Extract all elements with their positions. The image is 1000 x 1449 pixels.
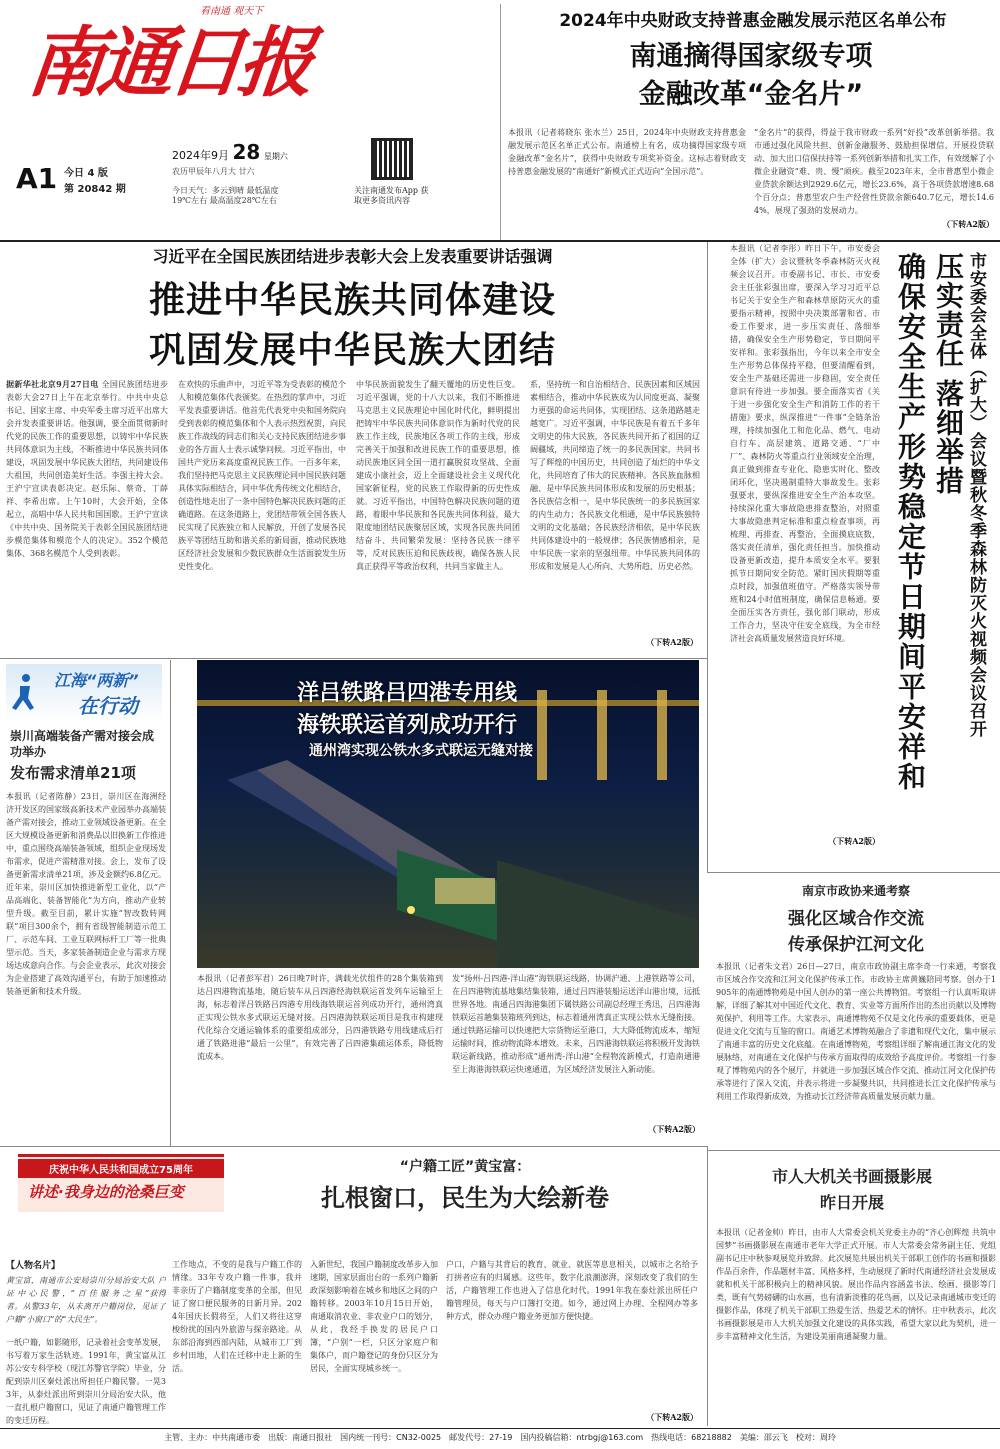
lunar-date: 农历甲辰年八月大 廿六 xyxy=(172,167,255,176)
divider xyxy=(0,1428,1000,1429)
top-story-body: 本报讯（记者蒋晓东 张水兰）25日，2024年中央财政支持普惠金融发展示范区名单正式公布。南通榜上有名，成功摘得国家级专项金融改革“金名片”，获得中央财政专项奖补资金。这标志着财政支持普惠金融发展的“南通好”新模式正式迈向“全国示范”。 xyxy=(508,128,746,176)
jianghai-banner xyxy=(6,664,162,722)
feature-col-3: 入新世纪，我国户籍制度改革步入加速期，国家层面出台的一系列户籍新政深刻影响着在城乡和地区之间的户籍转移。2003年10月15日开始，南通取消农业、非农业户口的划分，从此，我经手换发的居民户口簿，“户别”一栏，只区分家庭户和集体户，而户籍登记的身份只区分为居民，全面实现城乡统一。 xyxy=(310,1260,438,1373)
safety-text-2: 严格落实领导带班和24小时值班制度，确保信息畅通。要全面压实各方责任，强化部门联动，形成工作合力，坚决守住安全底线，为全市经济社会高质量发展营造良好环境。 xyxy=(730,582,880,643)
top-story-kicker: 2024年中央财政支持普惠金融发展示范区名单公布 xyxy=(559,11,947,31)
section-number: A1 xyxy=(16,162,58,195)
jianghai-body: 本报讯（记者陈静）23日，崇川区在海洲经济开发区的国家级高新技术产业园举办高端装备产需对接会，推动工业领域设备更新。在全区大规模设备更新和消费品以旧换新工作推进中，重点围绕高端装备领域，组织企业现场发布需求，促进产需精准对接。会上，发布了设备更新需求清单21项，涉及金额约6.8亿元。近年来，崇川区加快推进新型工业化，以“产品高端化、装备智能化”为方向，推动产业转型升级。截至目前，累计实施“智改数转网联”项目300余个，拥有省级智能制造示范工厂、示范车间、工业互联网标杆工厂等一批典型示范。当天，多家装备制造企业与需求方现场达成意向合作。与会企业表示，此次对接会为企业搭建了高效沟通平台，有助于加速推动装备更新和技术升级。 xyxy=(6,792,166,996)
feature-profile: 黄宝富，南通市公安局崇川分局治安大队 户 证 中 心 民 警 ，“ 百 佳 服 务 之 星 ”获得者。从警33年，从未离开户籍岗位，见证了户籍“小窗口”的“大民生”。 xyxy=(6,1276,166,1324)
runner-icon xyxy=(10,672,40,712)
slogan: 看南通 观天下 xyxy=(200,6,264,17)
lead-kicker: 习近平在全国民族团结进步表彰大会上发表重要讲话强调 xyxy=(152,247,553,266)
divider xyxy=(500,4,501,240)
railway-more: （下转A2版） xyxy=(648,1124,700,1134)
top-story-title-1: 南通摘得国家级专项 xyxy=(629,41,873,72)
top-story-body-2: “金名片”的获得，得益于我市财政一系列“好投”改革创新举措。我市通过强化风险共担、创新金融服务、鼓励担保增信、开展投贷联动、加大出口信保扶持等一系列创新举措和扎实工作，有效缓解了小微企业融资“难、贵、慢”顽疾。截至2023年末，全市普惠型小微企业贷款余额达到2929.6亿元，增长23.6%，高于各项贷款增速8.68个百分点；普惠型农户生产经营性贷款余额640.7亿元，增长14.64%，展现了强劲的发展动力。 xyxy=(754,128,994,215)
divider xyxy=(0,1146,707,1147)
jianghai-banner-a: 江海“两新” xyxy=(54,671,139,690)
nanjing-title-2: 传承保护江河文化 xyxy=(788,935,924,955)
lead-title-1: 推进中华民族共同体建设 xyxy=(148,280,556,321)
top-story-title-2: 金融改革“金名片” xyxy=(638,79,864,110)
feature-title: 扎根窗口，民生为大绘新卷 xyxy=(321,1184,609,1212)
lead-col-4: 系，坚持统一和自治相结合、民族因素和区域因素相结合，推动中华民族成为认同度更高、凝聚力更强的命运共同体，实现团结、这条道路越走越宽广。习近平强调，中华民族是有着五千多年文明史的伟大民族，各民族共同开拓了祖国的辽阔疆域，共同缔造了统一的多民族国家，共同书写了辉煌的中国历史，共同创造了灿烂的中华文化，共同培育了伟大的民族精神。各民族血脉相融、是中华民族共同体形成和发展的历史根基；各民族信念相一，是中华民族统一的多民族国家的内生动力；各民族文化相通，是中华民族独特文明的文化基础；各民族经济相依，是中华民族共同体建设中的一般规律；各民族情感相亲，是中华民族一家亲的坚强纽带。中华民族共同体的形成和发展是人心所向、大势所趋、历史必然。 xyxy=(530,380,700,571)
feature-col-2: 工作地点，不变的是我与户籍工作的情缘。33年专攻户籍一件事，我并非亲历了户籍制度变革的全部，但见证了窗口便民服务的日新月异。2024年国庆长假将至，人们又将往这穿梭纷扰的国内外旅游与探亲路途。从东部沿海到西部内陆，从城市工厂到乡村田地，人们在迁移中走上新的生活。 xyxy=(172,1260,302,1373)
safety-more: （下转A2版） xyxy=(828,836,880,846)
divider xyxy=(707,1150,1000,1151)
footer: 主管、主办：中共南通市委 出版：南通日报社 国内统一刊号：CN32-0025 邮发代号：27-19 国内投稿信箱：ntrbgj@163.com 热线电话：68218882 美编：邵云飞 校对：周玲 xyxy=(164,1433,836,1442)
lead-text-1: 全国民族团结进步表彰大会27日上午在北京举行。中共中央总书记、国家主席、中央军委主席习近平出席大会并发表重要讲话。他强调，要全面贯彻新时代党的民族工作的重要思想，以铸牢中华民族共同体意识为主线，不断推进中华民族共同体建设，巩固发展中华民族大团结，共同建设伟大祖国，共同创造美好生活。李强主持大会。王沪宁宣读表彰决定。赵乐际、蔡奇、丁薛祥、李希出席。上午10时，大会开始，全体起立，高唱中华人民共和国国歌。王沪宁宣读《中共中央、国务院关于表彰全国民族团结进步模范集体和模范个人的决定》。352个模范集体、368名模范个人受到表彰。 xyxy=(6,380,168,558)
art-body: 本报讯（记者金帅）昨日，由市人大常委会机关党委主办的“齐心创辉煌 共筑中国梦”书画摄影展在南通市老年大学正式开展。市人大常委会常务副主任、党组副书记庄中秋参观展览并致辞。此次展览共展出机关干部职工创作的书画和摄影作品百余件，作品题材丰富、风格多样，生动展现了新时代南通经济社会发展成就和机关干部积极向上的精神风貌。展出作品内容涵盖书法、绘画、摄影等门类，既有气势磅礴的山水画，也有清新淡雅的花鸟画，以及记录南通城市变迁的摄影作品，体现了机关干部职工热爱生活、热爱艺术的情怀。庄中秋表示，此次书画摄影展是市人大机关加强文化建设的具体实践，希望大家以此为契机，进一步丰富精神文化生活，为建设美丽南通凝聚力量。 xyxy=(716,1228,996,1341)
nanjing-title-1: 强化区域合作交流 xyxy=(788,909,924,929)
safety-text: 本报讯（记者李彤）昨日下午，市安委会全体（扩大）会议暨秋冬季森林防灭火视频会议召开。市委副书记、市长、市安委会主任张彩强出席，要深入学习习近平总书记关于安全生产和森林草原防灭火的重要指示精神，按照中央决策部署和省、市委工作要求，进一步压实责任、落细举措，确保安全生产形势稳定，节日期间平安祥和。张彩强指出，今年以来全市安全生产形势总体保持平稳，但要清醒看到，安全生产基础还需进一步稳固，安全责任意识有待进一步加强。要全面落实省《关于进一步强化安全生产和消防工作的若干措施》要求，纵深推进“一件事”全链条治理，持续加强化工和危化品、燃气、电动自行车、高层建筑、道路交通、“厂中厂”、森林防火等重点行业领域安全治理，真正做到排查专业化、隐患实时化、整改闭环化，坚决遏制重特大事故发生。张彩强要求，要纵深推进安全生产治本攻坚。持续深化重大事故隐患排查整治，对照重大事故隐患判定标准和重点检查事项，再梳理、再排查、再整治，全面摸底底数，落实责任清单，强化责任担当。加快推动设备更新改造，提升本质安全水平。要狠抓节日期间安全防范。紧盯国庆假期等重点时段，加强值班值守。 xyxy=(730,244,880,591)
feature-kicker: “户籍工匠”黄宝富： xyxy=(399,1159,531,1175)
masthead xyxy=(0,0,500,240)
date: 2024年9月 28 星期六 xyxy=(172,140,288,164)
feature-banner-2: 讲述·我身边的沧桑巨变 xyxy=(28,1183,184,1201)
nanjing-body: 本报讯（记者朱文君）26日—27日，南京市政协副主席李奇一行来通，考察我市区域合作交流和江河文化保护传承工作。市政协主席黄巍陪同考察。创办于1905年的南通博物苑是中国人创办的第一座公共博物馆。考察组一行认真听取讲解，详细了解其对中国近代文化、教育、实业等方面所作出的杰出贡献以及博物苑保护、利用等工作。大家表示，南通博物苑不仅是文化传承的重要载体，更是促进文化交流与互鉴的窗口。南通艺术博物苑融合了非遗和现代文化，集中展示了南通丰富的历史文化底蕴。在南通博物苑，考察组详细了解南通江海文化的发展脉络，对南通在文化保护与传承方面取得的成效给予高度评价。考察组一行参观了博物苑内的各个展厅，并就进一步加强区域合作交流、推动江河文化保护传承等进行了深入交流，并表示将进一步凝聚共识，共同推进长江文化保护传承与利用工作取得新成效，为推动长江经济带高质量发展贡献力量。 xyxy=(716,962,996,1101)
feature-col-4: 户口，户籍与其背后的教育、就业、就医等息息相关，以城市之名给予打拼者应有的归属感。这些年，数字化浪潮澎湃，深刻改变了我们的生活，户籍管理工作也进入了信息化时代。1991年我在泰灶派出所任户籍管理员，每天与户口簿打交道。如今，通过网上办理、全程网办等多种方式，群众办理户籍业务更加方便快捷。 xyxy=(446,1260,698,1321)
railway-body: 本报讯（记者彭军君）26日晚7时许，满载光伏组件的28个集装箱到达吕四港物流基地，随后装车从吕四港经海铁联运首发列车运输至上海，标志着洋吕铁路吕四港专用线海铁联运首列成功开行，通州湾真正实现公铁水多式联运无缝对接。吕四港海铁联运项目是我市构建现代化综合交通运输体系的重要组成部分，吕四港铁路专用线建成后打通了铁路进港“最后一公里”，有效完善了吕四港集疏运体系，降低物流成本。 xyxy=(197,974,443,1061)
divider xyxy=(707,872,1000,873)
lead-col-1 xyxy=(6,378,168,650)
railway-body-2: 发“扬州-吕四港-洋山港”海铁联运线路，协调沪通、上港铁路等公司，在吕四港物流基地集结集装箱，通过吕四港装船运送洋山港出境，远抵世界各地。南通吕四海港集团下属铁路公司副总经理王秀迅，吕四港海铁联运首趟集装箱班列到达，标志着通州湾真正实现公铁水无缝衔接。通过铁路运输可以快速把大宗货物运至港口，大大降低物流成本，缩短运输时间，推动物流降本增效。未来，吕四港海铁联运将积极开发海铁联运新线路，推动形成“通州湾-洋山港”全程物流新模式，打造南通港至上海港海铁联运快速通道，为区域经济发展注入新动能。 xyxy=(452,974,700,1074)
art-title-2: 昨日开展 xyxy=(819,1193,884,1212)
issue-number: 第 20842 期 xyxy=(64,184,126,195)
divider xyxy=(707,242,708,872)
jianghai-kicker: 崇川高端装备产需对接会成功举办 xyxy=(10,729,155,759)
qr-code[interactable] xyxy=(371,138,413,180)
lead-dateline: 据新华社北京9月27日电 xyxy=(6,379,99,389)
art-title-1: 市人大机关书画摄影展 xyxy=(771,1167,932,1186)
safety-body xyxy=(730,242,880,848)
photo-subtitle: 通州湾实现公铁水多式联运无缝对接 xyxy=(309,743,533,759)
photo-title-1: 洋吕铁路吕四港专用线 xyxy=(297,681,518,706)
jianghai-banner-b: 在行动 xyxy=(78,694,138,718)
top-story-more: （下转A2版） xyxy=(942,219,994,229)
railway-photo xyxy=(197,660,699,968)
feature-col-1: 一纸户籍，如影随形，记录着社会变革发展，书写着万家生活轨迹。1991年，黄宝富从江苏公安专科学校（现江苏警官学院）毕业，分配到崇川区秦灶派出所担任户籍民警。一晃33年，从泰灶派出所到崇川分局治安大队，他一直扎根户籍窗口，见证了南通户籍管理工作的变迁历程。 xyxy=(6,1338,166,1424)
safety-kicker: 市安委会全体（扩大）会议暨秋冬季森林防灭火视频会议召开 xyxy=(966,252,986,738)
lead-col-2: 在欢快的乐曲声中，习近平等为受表彰的模范个人和模范集体代表颁奖。在热烈的掌声中，习近平发表重要讲话。他首先代表党中央和国务院向受到表彰的模范集体和个人表示热烈祝贺，向民族工作战线的同志们和关心支持民族团结进步事业的各方面人士表示诚挚问候。习近平指出，中国共产党历来高度重视民族工作。一百多年来，我们坚持把马克思主义民族理论同中国民族问题具体实际相结合，同中华优秀传统文化相结合，创造性地走出了一条中国特色解决民族问题的正确道路。在这条道路上，党团结带领全国各族人民实现了民族独立和人民解放，开创了发展各民族平等团结互助和谐关系的新局面，推动民族地区经济社会发展和少数民族群众生活面貌发生历史性变化。 xyxy=(178,380,346,571)
divider xyxy=(707,1146,708,1426)
divider xyxy=(170,660,171,1146)
lead-col-3: 中华民族面貌发生了翻天覆地的历史性巨变。习近平强调，党的十八大以来，我们不断推进马克思主义民族理论中国化时代化，鲜明提出把铸牢中华民族共同体意识作为新时代党的民族工作主线，民族地区各项工作的主线，形成完善关于加强和改进民族工作的重要思想，推动民族地区同全国一道打赢脱贫攻坚战、全面建成小康社会，迈上全面建设社会主义现代化国家新征程，党的民族工作取得新的历史性成就。习近平指出，中国特色解决民族问题的道路，着眼中华民族和各民族共同体利益，最大限度地团结民族聚居区域，实现各民族共同团结奋斗、共同繁荣发展：坚持各民族一律平等，反对民族压迫和民族歧视，确保各族人民真正获得平等政治权利，共同当家做主人。 xyxy=(356,380,520,571)
app-note: 关注南通发布App 获取更多资讯内容 xyxy=(354,186,429,205)
feature-banner-1: 庆祝中华人民共和国成立75周年 xyxy=(18,1159,224,1178)
edition-count: 今日 4 版 xyxy=(64,168,108,179)
feature-more: （下转A2版） xyxy=(646,1412,698,1422)
nanjing-kicker: 南京市政协来通考察 xyxy=(801,884,910,898)
divider xyxy=(0,658,707,659)
safety-title-a: 压实责任 落细举措 xyxy=(932,252,965,495)
lead-title-2: 巩固发展中华民族大团结 xyxy=(148,330,556,371)
photo-title-2: 海铁联运首列成功开行 xyxy=(297,713,518,738)
newspaper-logo: 南通日报 xyxy=(23,18,313,107)
profile-head: 【人物名片】 xyxy=(6,1261,61,1271)
lead-more: （下转A2版） xyxy=(646,637,698,647)
feature-banner xyxy=(18,1154,224,1212)
weather: 今日天气：多云到晴 最低温度19℃左右 最高温度28℃左右 xyxy=(172,186,279,205)
safety-title-b: 确保安全生产形势稳定节日期间平安祥和 xyxy=(894,252,927,792)
jianghai-title: 发布需求清单21项 xyxy=(10,764,136,782)
